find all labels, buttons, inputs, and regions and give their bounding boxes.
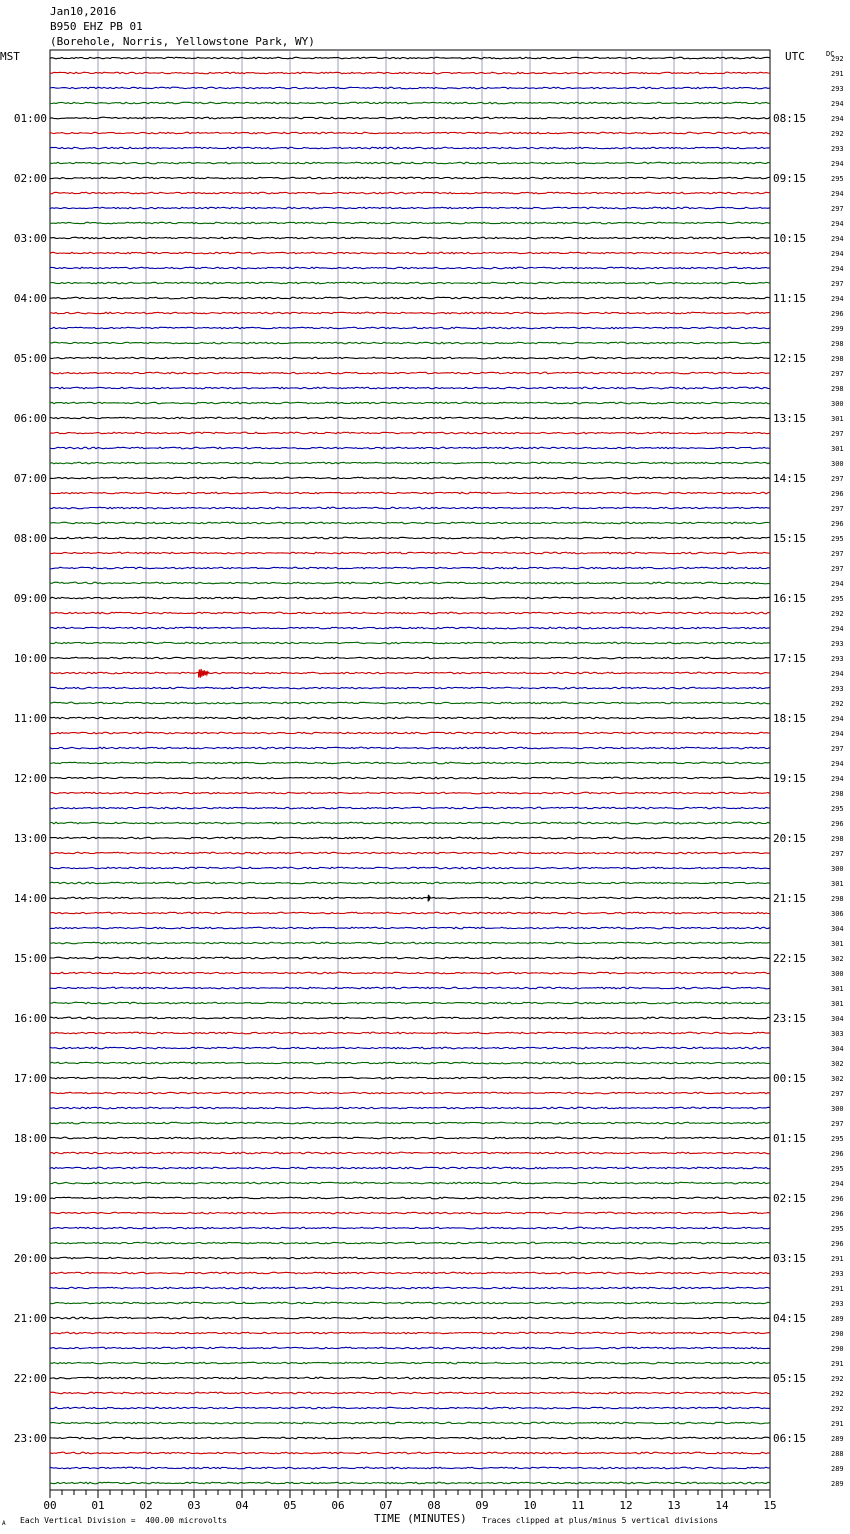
right-hour-label: 01:15 — [773, 1132, 807, 1145]
trace-line — [50, 957, 770, 959]
dc-offset-label: 298 — [831, 385, 844, 393]
x-tick-label: 03 — [187, 1499, 201, 1512]
dc-offset-label: 294 — [831, 775, 844, 783]
dc-offset-label: 296 — [831, 1210, 844, 1218]
dc-offset-label: 293 — [831, 1270, 844, 1278]
right-hour-label: 03:15 — [773, 1252, 807, 1265]
trace-line — [50, 1287, 770, 1289]
trace-line — [50, 552, 770, 554]
x-tick-label: 13 — [667, 1499, 681, 1512]
left-hour-label: 14:00 — [13, 892, 47, 905]
trace-line — [50, 717, 770, 719]
trace-line — [50, 867, 770, 869]
trace-line — [50, 912, 770, 914]
trace-line — [50, 1017, 770, 1019]
dc-offset-label: 291 — [831, 70, 844, 78]
trace-line — [50, 702, 770, 704]
left-hour-label: 10:00 — [13, 652, 47, 665]
station-code: B950 EHZ PB 01 — [50, 20, 143, 33]
dc-offset-label: 293 — [831, 85, 844, 93]
trace-line — [50, 732, 770, 734]
plot-date: Jan10,2016 — [50, 5, 117, 18]
trace-line — [50, 222, 770, 224]
trace-line — [50, 1212, 770, 1214]
left-hour-label: 21:00 — [13, 1312, 47, 1325]
dc-offset-label: 301 — [831, 940, 844, 948]
dc-offset-label: 294 — [831, 580, 844, 588]
trace-line — [50, 267, 770, 269]
left-hour-label: 04:00 — [13, 292, 47, 305]
trace-line — [50, 1272, 770, 1274]
trace-line — [50, 372, 770, 374]
right-hour-label: 10:15 — [773, 232, 807, 245]
trace-line — [50, 1092, 770, 1094]
right-hour-label: 21:15 — [773, 892, 807, 905]
left-hour-label: 16:00 — [13, 1012, 47, 1025]
dc-offset-label: 298 — [831, 790, 844, 798]
trace-line — [50, 312, 770, 314]
right-hour-label: 22:15 — [773, 952, 807, 965]
dc-offset-label: 297 — [831, 205, 844, 213]
dc-offset-label: 298 — [831, 340, 844, 348]
dc-offset-label: 303 — [831, 1030, 844, 1038]
trace-line — [50, 987, 770, 989]
dc-offset-label: 300 — [831, 400, 844, 408]
dc-offset-label: 298 — [831, 895, 844, 903]
trace-line — [50, 192, 770, 194]
trace-line — [50, 582, 770, 584]
dc-offset-label: 296 — [831, 490, 844, 498]
left-hour-label: 12:00 — [13, 772, 47, 785]
dc-offset-label: 294 — [831, 1180, 844, 1188]
trace-line — [50, 672, 770, 674]
dc-offset-label: 294 — [831, 715, 844, 723]
right-hour-label: 04:15 — [773, 1312, 807, 1325]
dc-offset-label: 296 — [831, 1150, 844, 1158]
right-timezone-label: UTC — [785, 50, 805, 63]
left-hour-label: 05:00 — [13, 352, 47, 365]
x-tick-label: 14 — [715, 1499, 729, 1512]
dc-offset-label: 294 — [831, 160, 844, 168]
trace-line — [50, 837, 770, 839]
dc-offset-label: 293 — [831, 685, 844, 693]
dc-offset-label: 291 — [831, 1255, 844, 1263]
trace-line — [50, 942, 770, 944]
dc-offset-label: 300 — [831, 460, 844, 468]
trace-line — [50, 657, 770, 659]
left-hour-label: 03:00 — [13, 232, 47, 245]
dc-offset-label: 294 — [831, 220, 844, 228]
trace-line — [50, 1347, 770, 1349]
dc-offset-label: 300 — [831, 1105, 844, 1113]
trace-line — [50, 1182, 770, 1184]
trace-line — [50, 1482, 770, 1484]
left-hour-label: 07:00 — [13, 472, 47, 485]
trace-line — [50, 762, 770, 764]
left-hour-label: 02:00 — [13, 172, 47, 185]
dc-offset-label: 296 — [831, 1240, 844, 1248]
dc-offset-label: 288 — [831, 1450, 844, 1458]
left-hour-label: 13:00 — [13, 832, 47, 845]
left-hour-label: 09:00 — [13, 592, 47, 605]
dc-offset-label: 295 — [831, 1165, 844, 1173]
trace-line — [50, 1377, 770, 1379]
dc-offset-label: 290 — [831, 1330, 844, 1338]
right-hour-label: 13:15 — [773, 412, 807, 425]
trace-line — [50, 537, 770, 539]
dc-offset-label: 292 — [831, 610, 844, 618]
dc-offset-label: 293 — [831, 1300, 844, 1308]
trace-line — [50, 822, 770, 824]
x-tick-label: 01 — [91, 1499, 105, 1512]
right-hour-label: 23:15 — [773, 1012, 807, 1025]
right-hour-label: 19:15 — [773, 772, 807, 785]
dc-offset-label: 297 — [831, 745, 844, 753]
dc-offset-label: 294 — [831, 625, 844, 633]
trace-line — [50, 852, 770, 854]
dc-offset-label: 297 — [831, 505, 844, 513]
dc-offset-label: 301 — [831, 1000, 844, 1008]
trace-line — [50, 1407, 770, 1409]
dc-offset-label: 291 — [831, 1420, 844, 1428]
dc-offset-label: 301 — [831, 985, 844, 993]
trace-line — [50, 327, 770, 329]
dc-offset-label: 297 — [831, 850, 844, 858]
trace-line — [50, 147, 770, 149]
trace-line — [50, 357, 770, 359]
dc-offset-label: 297 — [831, 430, 844, 438]
trace-line — [50, 342, 770, 344]
left-hour-label: 19:00 — [13, 1192, 47, 1205]
trace-line — [50, 687, 770, 689]
trace-line — [50, 1122, 770, 1124]
trace-line — [50, 1392, 770, 1394]
trace-line — [50, 897, 770, 899]
trace-line — [50, 282, 770, 284]
dc-offset-label: 289 — [831, 1465, 844, 1473]
dc-offset-label: 295 — [831, 1225, 844, 1233]
clip-note: Traces clipped at plus/minus 5 vertical divisions — [482, 1516, 719, 1525]
left-hour-label: 20:00 — [13, 1252, 47, 1265]
trace-line — [50, 1032, 770, 1034]
left-hour-label: 23:00 — [13, 1432, 47, 1445]
dc-offset-label: 292 — [831, 700, 844, 708]
dc-offset-label: 301 — [831, 445, 844, 453]
dc-offset-label: 297 — [831, 1120, 844, 1128]
trace-line — [50, 162, 770, 164]
trace-line — [50, 927, 770, 929]
dc-offset-label: 301 — [831, 415, 844, 423]
dc-offset-label: 297 — [831, 280, 844, 288]
right-hour-label: 16:15 — [773, 592, 807, 605]
trace-line — [50, 1062, 770, 1064]
seismic-event — [199, 669, 209, 678]
dc-offset-label: 297 — [831, 1090, 844, 1098]
trace-line — [50, 102, 770, 104]
trace-line — [50, 87, 770, 89]
trace-line — [50, 642, 770, 644]
trace-line — [50, 72, 770, 74]
dc-offset-label: 295 — [831, 595, 844, 603]
dc-offset-label: 294 — [831, 115, 844, 123]
trace-line — [50, 1467, 770, 1469]
trace-line — [50, 1107, 770, 1109]
trace-line — [50, 1452, 770, 1454]
dc-offset-label: 298 — [831, 835, 844, 843]
trace-line — [50, 1077, 770, 1079]
trace-line — [50, 462, 770, 464]
trace-line — [50, 1332, 770, 1334]
x-tick-label: 04 — [235, 1499, 249, 1512]
x-tick-label: 12 — [619, 1499, 633, 1512]
trace-line — [50, 117, 770, 119]
right-hour-label: 09:15 — [773, 172, 807, 185]
trace-line — [50, 1152, 770, 1154]
right-hour-label: 00:15 — [773, 1072, 807, 1085]
trace-line — [50, 1362, 770, 1364]
dc-offset-label: 292 — [831, 1390, 844, 1398]
trace-line — [50, 1257, 770, 1259]
trace-line — [50, 1227, 770, 1229]
dc-offset-label: 296 — [831, 520, 844, 528]
trace-line — [50, 507, 770, 509]
dc-offset-label: 300 — [831, 970, 844, 978]
right-hour-label: 20:15 — [773, 832, 807, 845]
right-hour-label: 12:15 — [773, 352, 807, 365]
trace-line — [50, 1137, 770, 1139]
left-hour-label: 22:00 — [13, 1372, 47, 1385]
trace-line — [50, 612, 770, 614]
trace-line — [50, 432, 770, 434]
left-timezone-label: MST — [0, 50, 20, 63]
x-tick-label: 09 — [475, 1499, 489, 1512]
x-tick-label: 05 — [283, 1499, 297, 1512]
right-hour-label: 11:15 — [773, 292, 807, 305]
footer-mark: A — [2, 1520, 6, 1527]
right-hour-label: 14:15 — [773, 472, 807, 485]
trace-line — [50, 792, 770, 794]
trace-line — [50, 777, 770, 779]
trace-line — [50, 492, 770, 494]
left-hour-label: 06:00 — [13, 412, 47, 425]
dc-offset-label: 291 — [831, 1360, 844, 1368]
right-hour-label: 18:15 — [773, 712, 807, 725]
dc-offset-label: 294 — [831, 760, 844, 768]
dc-offset-label: 292 — [831, 55, 844, 63]
dc-offset-label: 302 — [831, 955, 844, 963]
dc-offset-label: 295 — [831, 805, 844, 813]
x-tick-label: 07 — [379, 1499, 393, 1512]
left-hour-label: 08:00 — [13, 532, 47, 545]
trace-line — [50, 882, 770, 884]
station-location: (Borehole, Norris, Yellowstone Park, WY) — [50, 35, 315, 48]
right-hour-label: 17:15 — [773, 652, 807, 665]
dc-offset-label: 297 — [831, 550, 844, 558]
dc-offset-label: 292 — [831, 1375, 844, 1383]
trace-line — [50, 1317, 770, 1319]
x-tick-label: 08 — [427, 1499, 441, 1512]
dc-offset-label: 294 — [831, 190, 844, 198]
trace-line — [50, 1197, 770, 1199]
dc-offset-label: 294 — [831, 295, 844, 303]
left-hour-label: 17:00 — [13, 1072, 47, 1085]
trace-line — [50, 387, 770, 389]
dc-offset-label: 306 — [831, 910, 844, 918]
dc-offset-label: 299 — [831, 325, 844, 333]
x-tick-label: 15 — [763, 1499, 777, 1512]
dc-offset-label: 296 — [831, 1195, 844, 1203]
x-tick-label: 11 — [571, 1499, 585, 1512]
dc-offset-label: 297 — [831, 475, 844, 483]
dc-offset-label: 296 — [831, 310, 844, 318]
trace-line — [50, 807, 770, 809]
x-tick-label: 06 — [331, 1499, 345, 1512]
dc-offset-label: 291 — [831, 1285, 844, 1293]
right-hour-label: 08:15 — [773, 112, 807, 125]
dc-offset-label: 296 — [831, 820, 844, 828]
dc-offset-label: 294 — [831, 265, 844, 273]
trace-line — [50, 402, 770, 404]
x-axis-title: TIME (MINUTES) — [374, 1512, 467, 1525]
trace-line — [50, 1242, 770, 1244]
trace-line — [50, 417, 770, 419]
dc-offset-label: 301 — [831, 880, 844, 888]
left-hour-label: 01:00 — [13, 112, 47, 125]
dc-offset-label: 289 — [831, 1435, 844, 1443]
trace-line — [50, 972, 770, 974]
dc-offset-label: 294 — [831, 670, 844, 678]
dc-offset-label: 294 — [831, 100, 844, 108]
dc-offset-label: 292 — [831, 130, 844, 138]
trace-line — [50, 132, 770, 134]
dc-offset-label: 302 — [831, 1060, 844, 1068]
right-hour-label: 05:15 — [773, 1372, 807, 1385]
trace-line — [50, 177, 770, 179]
seismic-event — [428, 895, 430, 902]
dc-offset-label: 292 — [831, 1405, 844, 1413]
dc-offset-label: 289 — [831, 1315, 844, 1323]
trace-line — [50, 252, 770, 254]
left-hour-label: 15:00 — [13, 952, 47, 965]
dc-offset-label: 295 — [831, 1135, 844, 1143]
left-hour-label: 11:00 — [13, 712, 47, 725]
dc-offset-label: 297 — [831, 370, 844, 378]
dc-offset-label: 293 — [831, 640, 844, 648]
dc-offset-label: 293 — [831, 655, 844, 663]
trace-line — [50, 447, 770, 449]
trace-line — [50, 297, 770, 299]
trace-line — [50, 567, 770, 569]
dc-offset-label: 302 — [831, 1075, 844, 1083]
x-tick-label: 02 — [139, 1499, 153, 1512]
dc-offset-label: 293 — [831, 145, 844, 153]
dc-offset-label: 294 — [831, 235, 844, 243]
trace-line — [50, 522, 770, 524]
trace-line — [50, 1437, 770, 1439]
dc-header-label: DC — [826, 50, 835, 58]
x-tick-label: 10 — [523, 1499, 537, 1512]
dc-offset-label: 290 — [831, 1345, 844, 1353]
right-hour-label: 15:15 — [773, 532, 807, 545]
trace-line — [50, 747, 770, 749]
trace-line — [50, 207, 770, 209]
x-tick-label: 00 — [43, 1499, 57, 1512]
dc-offset-label: 297 — [831, 565, 844, 573]
dc-offset-label: 294 — [831, 250, 844, 258]
trace-line — [50, 1302, 770, 1304]
dc-offset-label: 295 — [831, 175, 844, 183]
trace-line — [50, 627, 770, 629]
trace-line — [50, 477, 770, 479]
dc-offset-label: 289 — [831, 1480, 844, 1488]
trace-line — [50, 237, 770, 239]
right-hour-label: 06:15 — [773, 1432, 807, 1445]
trace-line — [50, 1002, 770, 1004]
trace-line — [50, 597, 770, 599]
scale-note: Each Vertical Division = 400.00 microvolts — [20, 1516, 228, 1525]
dc-offset-label: 304 — [831, 1015, 844, 1023]
dc-offset-label: 298 — [831, 355, 844, 363]
dc-offset-label: 294 — [831, 730, 844, 738]
right-hour-label: 02:15 — [773, 1192, 807, 1205]
trace-line — [50, 57, 770, 59]
dc-offset-label: 304 — [831, 925, 844, 933]
dc-offset-label: 300 — [831, 865, 844, 873]
trace-line — [50, 1167, 770, 1169]
dc-offset-label: 304 — [831, 1045, 844, 1053]
trace-line — [50, 1422, 770, 1424]
dc-offset-label: 295 — [831, 535, 844, 543]
trace-line — [50, 1047, 770, 1049]
left-hour-label: 18:00 — [13, 1132, 47, 1145]
